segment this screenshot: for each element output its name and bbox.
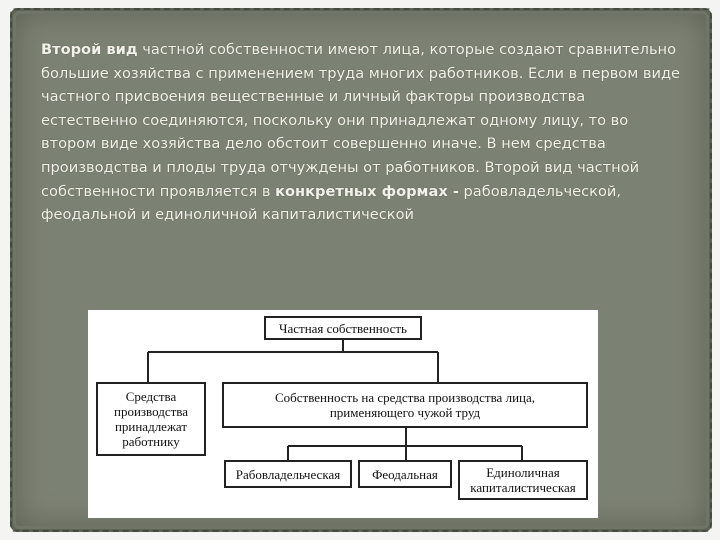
box-form-slave: Рабовладельческая: [224, 460, 352, 488]
box-form-capitalist: Единоличная капиталистическая: [458, 460, 588, 500]
body-paragraph: [41, 38, 681, 227]
paragraph-part-1: частной собственности имеют лица, которые создают сравнительно большие хозяйства с применением труда многих работников. Если в первом виде частного присвоения вещественные и личный факторы производства естественно соединяются, поскольку они принадлежат одному лицу, то во втором виде хозяйства дело обстоит совершенно иначе. В нем средства производства и плоды труда отчуждены от работников. Второй вид частной собственности проявляется в: [41, 41, 681, 200]
box-means-owned-by-employer: Собственность на средства производства лица, применяющего чужой труд: [222, 382, 588, 428]
emphasis-bold-text: конкретных формах -: [275, 182, 459, 200]
paragraph-part-2: рабовладельческой, феодальной и единоличной капиталистической: [41, 182, 622, 224]
ownership-diagram: [88, 310, 598, 518]
box-form-feudal: Феодальная: [358, 460, 452, 488]
box-private-property: Частная собственность: [264, 316, 422, 340]
lead-bold-text: Второй вид: [41, 41, 138, 58]
box-means-owned-by-worker: Средства производства принадлежат работнику: [96, 382, 206, 456]
